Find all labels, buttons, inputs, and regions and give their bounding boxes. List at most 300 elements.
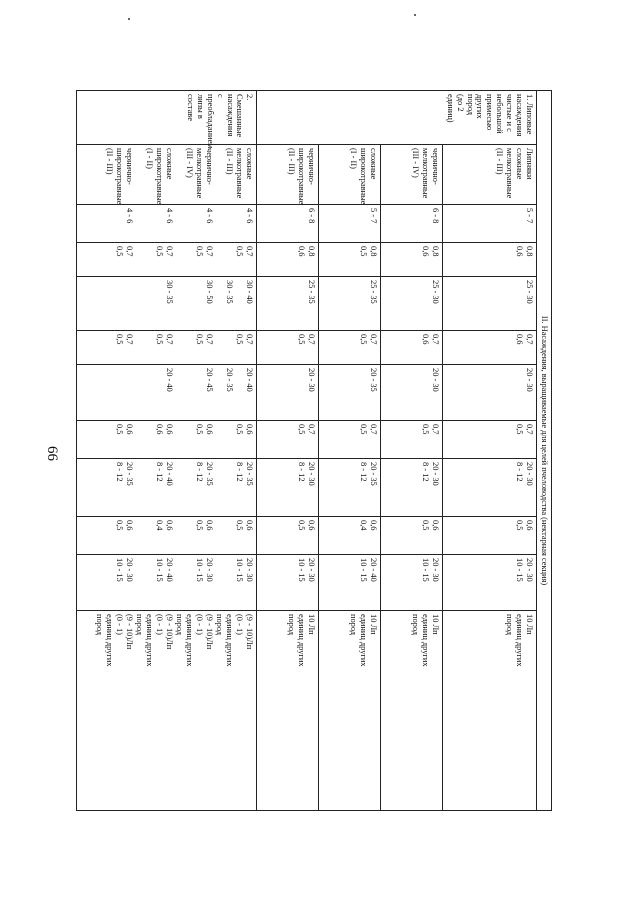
- cell-line: (0 - 1): [195, 614, 205, 635]
- cell-line: 10 Лп: [369, 614, 379, 635]
- cell-line: 10 - 15: [421, 558, 431, 582]
- cell-line: 8 - 12: [195, 462, 205, 482]
- cell-line: 0,5: [115, 520, 125, 531]
- value-cell: [319, 555, 381, 611]
- cell-line: [144, 462, 154, 513]
- subtype-cell: [443, 145, 537, 205]
- value-cell: [257, 555, 319, 611]
- cell-line: 30 - 35: [225, 280, 235, 304]
- cell-line: широкотравные: [155, 148, 165, 205]
- cell-line: [214, 246, 224, 273]
- cell-line: [224, 558, 234, 607]
- cell-line: 0,6: [525, 520, 534, 531]
- cell-line: 20 - 35: [225, 368, 235, 392]
- cell-line: 20 - 40: [165, 558, 175, 582]
- cell-line: [214, 462, 224, 513]
- cell-line: липы в составе: [185, 94, 205, 121]
- cell-line: 20 - 35: [245, 462, 255, 486]
- cell-line: 0,7: [369, 424, 379, 435]
- value-cell: [77, 421, 257, 459]
- cell-line: [174, 462, 184, 513]
- category-cell: [319, 91, 381, 145]
- age-cell: [77, 205, 257, 243]
- cell-line: 25 - 30: [431, 280, 441, 304]
- category-cell: [381, 91, 443, 145]
- cell-line: 0,5: [515, 424, 524, 435]
- cell-line: [214, 558, 224, 607]
- cell-line: 8 - 12: [297, 462, 307, 482]
- cell-line: 0,8: [431, 246, 441, 257]
- cell-line: чернично-: [431, 148, 441, 185]
- cell-line: 0,5: [235, 246, 245, 257]
- cell-line: [214, 280, 224, 327]
- cell-line: [214, 148, 224, 201]
- table-row: [381, 91, 443, 811]
- cell-line: [184, 368, 194, 417]
- cell-line: [134, 558, 144, 607]
- cell-line: 10 Лп: [431, 614, 441, 635]
- cell-line: 0,7: [165, 246, 175, 257]
- cell-line: [224, 208, 234, 239]
- scan-speck: [128, 18, 130, 20]
- cell-line: 0,6: [165, 520, 175, 531]
- cell-line: 8 - 12: [359, 462, 369, 482]
- cell-line: [184, 558, 194, 607]
- value-cell: [77, 459, 257, 517]
- cell-line: 10 - 15: [297, 558, 307, 582]
- cell-line: 1. Липовые насаждения: [515, 94, 534, 137]
- cell-line: 20 - 35: [205, 462, 215, 486]
- table-row: [443, 91, 537, 811]
- value-cell: [381, 555, 443, 611]
- value-cell: [319, 365, 381, 421]
- cell-line: 0,5: [115, 334, 125, 345]
- cell-line: чистые и с небольшой: [495, 94, 515, 134]
- cell-line: [184, 462, 194, 513]
- cell-line: 0,5: [359, 334, 369, 345]
- cell-line: [174, 558, 184, 607]
- cell-line: широкотравные: [359, 148, 369, 205]
- cell-line: 0,6: [369, 520, 379, 531]
- cell-line: пород: [135, 614, 145, 636]
- cell-line: (0 - 1): [155, 614, 165, 635]
- composition-cell: [381, 611, 443, 811]
- cell-line: 0,7: [165, 334, 175, 345]
- cell-line: 0,5: [297, 334, 307, 345]
- cell-line: [214, 334, 224, 361]
- value-cell: [381, 459, 443, 517]
- cell-line: 0,6: [307, 520, 317, 531]
- cell-line: 30 - 40: [245, 280, 255, 304]
- cell-line: 0,5: [297, 520, 307, 531]
- cell-line: [234, 280, 244, 327]
- cell-line: 0,5: [155, 246, 165, 257]
- cell-line: 0,7: [431, 424, 441, 435]
- cell-line: (0 - 1): [115, 614, 125, 635]
- cell-line: 20 - 35: [125, 462, 135, 486]
- category-cell: [77, 91, 257, 149]
- value-cell: [319, 331, 381, 365]
- rotated-table-wrapper: [85, 90, 552, 810]
- cell-line: 0,5: [235, 334, 245, 345]
- cell-line: [144, 246, 154, 273]
- value-cell: [77, 277, 257, 331]
- cell-line: 4 - 6: [205, 208, 215, 224]
- cell-line: 20 - 30: [431, 368, 441, 392]
- cell-line: 20 - 30: [307, 368, 317, 392]
- cell-line: 20 - 35: [369, 462, 379, 486]
- cell-line: широкотравные: [297, 148, 307, 205]
- cell-line: [184, 208, 194, 239]
- cell-line: 0,6: [125, 424, 135, 435]
- cell-line: примесью других пород: [465, 94, 495, 131]
- cell-line: 0,6: [125, 520, 135, 531]
- cell-line: [214, 520, 224, 551]
- cell-line: [174, 148, 184, 201]
- cell-line: пород: [349, 614, 359, 636]
- table-body: [77, 91, 552, 811]
- cell-line: 4 - 6: [165, 208, 175, 224]
- cell-line: [184, 334, 194, 361]
- cell-line: 0,4: [155, 520, 165, 531]
- value-cell: [319, 277, 381, 331]
- cell-line: 0,7: [245, 334, 255, 345]
- cell-line: Липняки: [525, 148, 534, 180]
- cell-line: 0,7: [205, 246, 215, 257]
- cell-line: [174, 520, 184, 551]
- cell-line: пород: [411, 614, 421, 636]
- cell-line: (9 - 10)Лп: [125, 614, 135, 650]
- composition-cell: [443, 611, 537, 811]
- value-cell: [381, 517, 443, 555]
- cell-line: единиц других: [145, 614, 155, 667]
- cell-line: [224, 424, 234, 455]
- value-cell: [257, 277, 319, 331]
- cell-line: [134, 148, 144, 201]
- value-cell: [257, 365, 319, 421]
- subtype-cell: [381, 145, 443, 205]
- category-cell: [257, 91, 319, 145]
- cell-line: 10 - 15: [515, 558, 524, 582]
- cell-line: мелкотравные: [505, 148, 514, 199]
- cell-line: пород: [215, 614, 225, 636]
- value-cell: [257, 243, 319, 277]
- table-row: [257, 91, 319, 811]
- value-cell: [319, 243, 381, 277]
- cell-line: 0,6: [245, 424, 255, 435]
- cell-line: 0,4: [359, 520, 369, 531]
- value-cell: [77, 331, 257, 365]
- cell-line: сложные: [369, 148, 379, 180]
- cell-line: 5 - 7: [369, 208, 379, 224]
- value-cell: [319, 421, 381, 459]
- cell-line: 20 - 30: [205, 558, 215, 582]
- cell-line: [154, 208, 164, 239]
- cell-line: 0,6: [515, 246, 524, 257]
- age-cell: [257, 205, 319, 243]
- value-cell: [381, 421, 443, 459]
- cell-line: 0,6: [205, 424, 215, 435]
- cell-line: [134, 334, 144, 361]
- cell-line: 0,5: [359, 424, 369, 435]
- value-cell: [77, 517, 257, 555]
- cell-line: 0,5: [421, 424, 431, 435]
- subtype-cell: [257, 145, 319, 205]
- section-header-row: [537, 91, 552, 811]
- value-cell: [443, 421, 537, 459]
- cell-line: 20 - 30: [431, 558, 441, 582]
- cell-line: [214, 208, 224, 239]
- cell-line: сложные: [165, 148, 175, 180]
- cell-line: [144, 208, 154, 239]
- cell-line: [134, 520, 144, 551]
- cell-line: 0,5: [195, 334, 205, 345]
- value-cell: [319, 459, 381, 517]
- cell-line: единиц других: [359, 614, 369, 667]
- cell-line: (II - III): [495, 148, 504, 175]
- cell-line: 20 - 30: [525, 462, 534, 486]
- cell-line: 0,6: [205, 520, 215, 531]
- table-row: [319, 91, 381, 811]
- cell-line: (0 - 1): [235, 614, 245, 635]
- cell-line: (9 - 10)Лп: [205, 614, 215, 650]
- value-cell: [319, 517, 381, 555]
- cell-line: 0,5: [235, 424, 245, 435]
- value-cell: [381, 365, 443, 421]
- cell-line: 6 - 8: [431, 208, 441, 224]
- value-cell: [77, 243, 257, 277]
- cell-line: (III - IV): [411, 148, 421, 178]
- cell-line: 25 - 30: [525, 280, 534, 304]
- cell-line: чернично-: [125, 148, 135, 185]
- composition-cell: [319, 611, 381, 811]
- cell-line: 8 - 12: [115, 462, 125, 482]
- cell-line: единиц других: [105, 614, 115, 667]
- cell-line: [214, 424, 224, 455]
- cell-line: 20 - 30: [307, 462, 317, 486]
- cell-line: единиц других: [421, 614, 431, 667]
- table-row: [77, 91, 257, 811]
- cell-line: 0,5: [235, 520, 245, 531]
- cell-line: мелкотравные: [195, 148, 205, 199]
- cell-line: [214, 368, 224, 417]
- cell-line: [174, 334, 184, 361]
- cell-line: 0,5: [515, 520, 524, 531]
- cell-line: 0,7: [525, 334, 534, 345]
- scan-speck: [414, 14, 416, 16]
- cell-line: [224, 462, 234, 513]
- cell-line: 20 - 30: [525, 558, 534, 582]
- cell-line: 0,5: [195, 246, 205, 257]
- cell-line: [194, 208, 204, 239]
- data-table: [76, 90, 552, 811]
- cell-line: (9 - 10)Лп: [165, 614, 175, 650]
- cell-line: мелкотравные: [235, 148, 245, 199]
- category-cell: [443, 91, 537, 145]
- cell-line: 10 - 15: [115, 558, 125, 582]
- cell-line: 20 - 35: [369, 368, 379, 392]
- cell-line: 0,5: [115, 424, 125, 435]
- cell-line: [144, 558, 154, 607]
- cell-line: 0,7: [245, 246, 255, 257]
- cell-line: [134, 424, 144, 455]
- cell-line: (III - IV): [185, 148, 195, 178]
- cell-line: 8 - 12: [421, 462, 431, 482]
- cell-line: 5 - 7: [525, 208, 534, 224]
- value-cell: [257, 459, 319, 517]
- cell-line: [234, 208, 244, 239]
- age-cell: [381, 205, 443, 243]
- section-title: II. Насаждения, выращиваемые для целей пчеловодства (нектарная секция): [537, 91, 552, 811]
- cell-line: единиц других: [515, 614, 524, 667]
- cell-line: 0,5: [297, 424, 307, 435]
- cell-line: 0,5: [359, 246, 369, 257]
- value-cell: [443, 277, 537, 331]
- cell-line: 0,5: [195, 520, 205, 531]
- cell-line: (II - III): [225, 148, 235, 175]
- age-cell: [443, 205, 537, 243]
- value-cell: [257, 421, 319, 459]
- cell-line: 0,5: [155, 334, 165, 345]
- cell-line: 0,7: [307, 424, 317, 435]
- cell-line: 0,6: [421, 334, 431, 345]
- cell-line: 10 - 15: [155, 558, 165, 582]
- cell-line: 20 - 30: [125, 558, 135, 582]
- cell-line: [134, 462, 144, 513]
- cell-line: 20 - 30: [431, 462, 441, 486]
- cell-line: 0,6: [155, 424, 165, 435]
- composition-cell: [77, 611, 257, 811]
- value-cell: [443, 459, 537, 517]
- cell-line: 25 - 35: [307, 280, 317, 304]
- cell-line: 6 - 8: [307, 208, 317, 224]
- cell-line: 20 - 40: [369, 558, 379, 582]
- cell-line: 20 - 45: [205, 368, 215, 392]
- cell-line: [134, 208, 144, 239]
- cell-line: 10 - 15: [195, 558, 205, 582]
- cell-line: 8 - 12: [155, 462, 165, 482]
- cell-line: [144, 334, 154, 361]
- value-cell: [443, 331, 537, 365]
- cell-line: [194, 368, 204, 417]
- cell-line: мелкотравные: [421, 148, 431, 199]
- cell-line: 0,5: [421, 520, 431, 531]
- cell-line: 8 - 12: [235, 462, 245, 482]
- cell-line: (II - III): [287, 148, 297, 175]
- cell-line: 0,7: [525, 424, 534, 435]
- cell-line: 10 Лп: [525, 614, 534, 635]
- cell-line: широкотравные: [115, 148, 125, 205]
- cell-line: пород: [505, 614, 514, 636]
- cell-line: чернично-: [307, 148, 317, 185]
- cell-line: 20 - 30: [245, 558, 255, 582]
- composition-cell: [257, 611, 319, 811]
- cell-line: 0,7: [431, 334, 441, 345]
- cell-line: 0,7: [205, 334, 215, 345]
- cell-line: 20 - 30: [307, 558, 317, 582]
- cell-line: с преобладанием: [205, 94, 225, 149]
- cell-line: [144, 520, 154, 551]
- age-cell: [319, 205, 381, 243]
- cell-line: единиц других: [297, 614, 307, 667]
- value-cell: [257, 331, 319, 365]
- cell-line: единиц других: [185, 614, 195, 667]
- value-cell: [443, 365, 537, 421]
- cell-line: 30 - 35: [165, 280, 175, 304]
- cell-line: 30 - 50: [205, 280, 215, 304]
- cell-line: 0,6: [515, 334, 524, 345]
- cell-line: [174, 246, 184, 273]
- value-cell: [443, 517, 537, 555]
- cell-line: [174, 280, 184, 327]
- value-cell: [381, 243, 443, 277]
- cell-line: сложные: [515, 148, 524, 180]
- cell-line: 0,6: [421, 246, 431, 257]
- cell-line: 0,7: [307, 334, 317, 345]
- cell-line: единиц других: [225, 614, 235, 667]
- cell-line: 4 - 6: [125, 208, 135, 224]
- cell-line: 20 - 40: [165, 368, 175, 392]
- cell-line: 2. Смешанные насаждения: [225, 94, 255, 138]
- cell-line: пород: [175, 614, 185, 636]
- cell-line: [234, 368, 244, 417]
- cell-line: (I - II): [145, 148, 155, 169]
- cell-line: 20 - 40: [165, 462, 175, 486]
- cell-line: [144, 424, 154, 455]
- cell-line: 0,8: [307, 246, 317, 257]
- cell-line: [194, 280, 204, 327]
- cell-line: [174, 424, 184, 455]
- cell-line: [224, 520, 234, 551]
- cell-line: [224, 334, 234, 361]
- value-cell: [443, 555, 537, 611]
- cell-line: 20 - 40: [245, 368, 255, 392]
- cell-line: (9 - 10)Лп: [245, 614, 255, 650]
- cell-line: сложные: [245, 148, 255, 180]
- cell-line: 0,6: [297, 246, 307, 257]
- subtype-cell: [77, 145, 257, 205]
- cell-line: 0,7: [125, 334, 135, 345]
- cell-line: 0,8: [525, 246, 534, 257]
- cell-line: 0,8: [369, 246, 379, 257]
- cell-line: 10 - 15: [359, 558, 369, 582]
- value-cell: [257, 517, 319, 555]
- cell-line: [174, 368, 184, 417]
- cell-line: 0,6: [165, 424, 175, 435]
- cell-line: 0,5: [115, 246, 125, 257]
- cell-line: 0,5: [195, 424, 205, 435]
- value-cell: [381, 331, 443, 365]
- cell-line: (II - III): [105, 148, 115, 175]
- cell-line: пород: [287, 614, 297, 636]
- cell-line: [224, 246, 234, 273]
- cell-line: [184, 424, 194, 455]
- cell-line: пород: [95, 614, 105, 636]
- value-cell: [381, 277, 443, 331]
- cell-line: [184, 280, 194, 327]
- cell-line: 25 - 35: [369, 280, 379, 304]
- cell-line: [134, 246, 144, 273]
- cell-line: [174, 208, 184, 239]
- cell-line: 20 - 30: [525, 368, 534, 392]
- cell-line: 0,7: [369, 334, 379, 345]
- cell-line: (до 2 единиц): [445, 94, 465, 123]
- cell-line: 0,6: [431, 520, 441, 531]
- cell-line: 8 - 12: [515, 462, 524, 482]
- cell-line: 0,6: [245, 520, 255, 531]
- cell-line: [184, 520, 194, 551]
- value-cell: [77, 365, 257, 421]
